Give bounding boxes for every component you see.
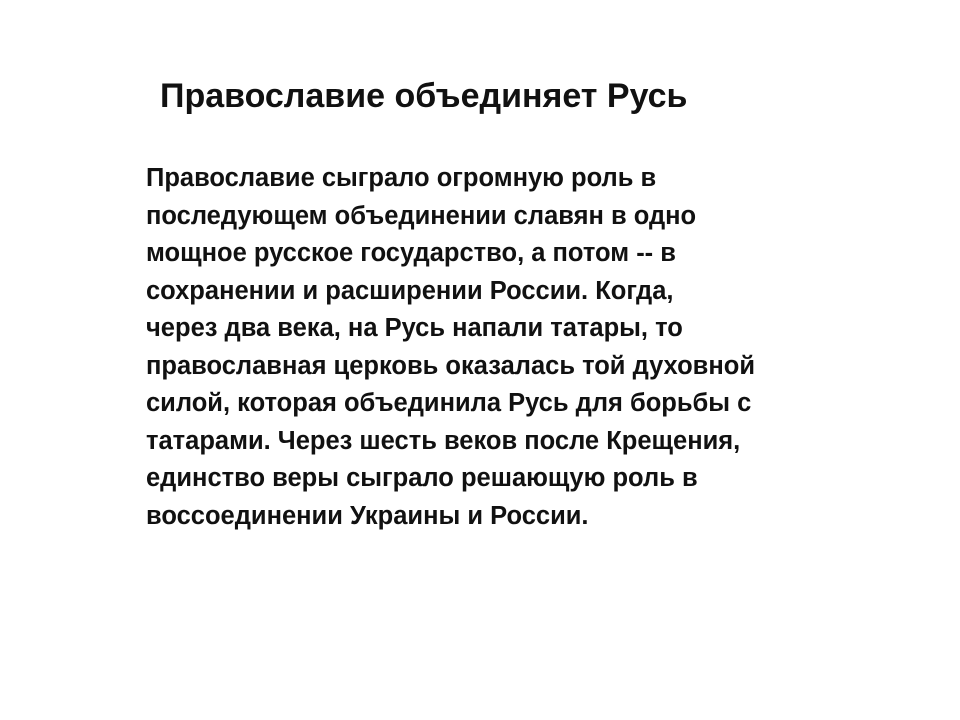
body-line: сохранении и расширении России. Когда, xyxy=(146,276,674,305)
body-line: единство веры сыграло решающую роль в xyxy=(146,464,698,492)
body-line: через два века, на Русь напали татары, то xyxy=(146,314,683,342)
body-line: силой, которая объединила Русь для борьбы с xyxy=(146,389,752,417)
body-line: православная церковь оказалась той духовной xyxy=(146,351,756,380)
slide-title: Православие объединяет Русь xyxy=(160,77,688,115)
body-line: Православие сыграло огромную роль в xyxy=(146,164,657,192)
body-line: последующем объединении славян в одно xyxy=(146,201,697,230)
body-line: татарами. Через шесть веков после Крещения, xyxy=(146,426,741,455)
body-line: мощное русское государство, а потом -- в xyxy=(146,239,676,267)
body-line: воссоединении Украины и России. xyxy=(146,501,589,530)
slide-body-text xyxy=(146,160,755,535)
